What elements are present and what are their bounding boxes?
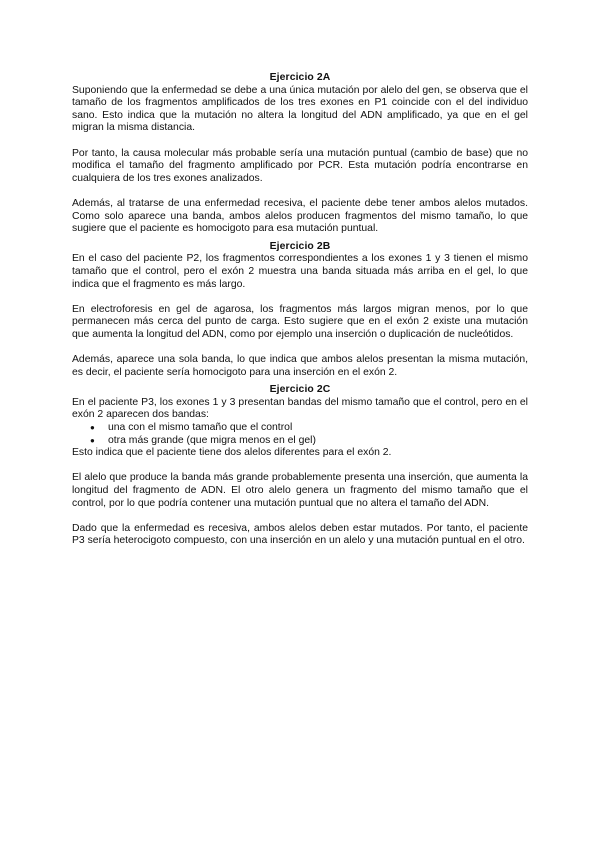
section-2b — [72, 241, 528, 380]
section-title: Ejercicio 2B — [269, 240, 331, 252]
paragraph: En electroforesis en gel de agarosa, los fragmentos más largos migran menos, por lo que permanecen más cerca del punto de carga. Esto sugiere que en el exón 2 existe una mutación que aumenta la longitud del ADN, como por ejemplo una inserción o duplicación de nucleótidos. — [72, 303, 528, 340]
paragraph: Esto indica que el paciente tiene dos alelos diferentes para el exón 2. — [72, 447, 392, 459]
list-item: ● una con el mismo tamaño que el control — [108, 422, 528, 435]
paragraph: Suponiendo que la enfermedad se debe a una única mutación por alelo del gen, se observa que el tamaño de los fragmentos amplificados de los tres exones en P1 coincide con el del individuo sano. Esto indica que la mutación no altera la longitud del ADN amplificado, ya que en el gel migran la misma distancia. — [72, 84, 528, 134]
section-2c — [72, 384, 528, 548]
paragraph: Por tanto, la causa molecular más probable sería una mutación puntual (cambio de base) que no modifica el tamaño del fragmento amplificado por PCR. Esta mutación podría encontrarse en cualquiera de los tres exones analizados. — [72, 147, 528, 184]
paragraph: El alelo que produce la banda más grande probablemente presenta una inserción, que aumenta la longitud del fragmento de ADN. El otro alelo genera un fragmento del mismo tamaño que el control, por lo que podría contener una mutación puntual que no altera el tamaño del ADN. — [72, 472, 528, 509]
paragraph: Además, al tratarse de una enfermedad recesiva, el paciente debe tener ambos alelos mutados. Como solo aparece una banda, ambos alelos producen fragmentos del mismo tamaño, lo que sugiere que el paciente es homocigoto para esa mutación puntual. — [72, 197, 528, 235]
list-item: ● otra más grande (que migra menos en el gel) — [108, 435, 528, 448]
paragraph: Además, aparece una sola banda, lo que indica que ambos alelos presentan la misma mutación, es decir, el paciente sería homocigoto para una inserción en el exón 2. — [72, 354, 528, 378]
section-2a — [72, 72, 528, 236]
document-page — [72, 72, 528, 548]
section-title: Ejercicio 2C — [269, 384, 331, 396]
bullet-list — [72, 422, 528, 447]
paragraph: En el caso del paciente P2, los fragmentos correspondientes a los exones 1 y 3 tienen el mismo tamaño que el control, pero el exón 2 muestra una banda situada más arriba en el gel, lo que indica que el fragmento es más largo. — [72, 253, 528, 290]
paragraph: Dado que la enfermedad es recesiva, ambos alelos deben estar mutados. Por tanto, el paciente P3 sería heterocigoto compuesto, con una inserción en un alelo y una mutación puntual en el otro. — [72, 522, 528, 547]
section-title: Ejercicio 2A — [269, 72, 331, 83]
paragraph: En el paciente P3, los exones 1 y 3 presentan bandas del mismo tamaño que el control, pero en el exón 2 aparecen dos bandas: — [72, 396, 528, 421]
